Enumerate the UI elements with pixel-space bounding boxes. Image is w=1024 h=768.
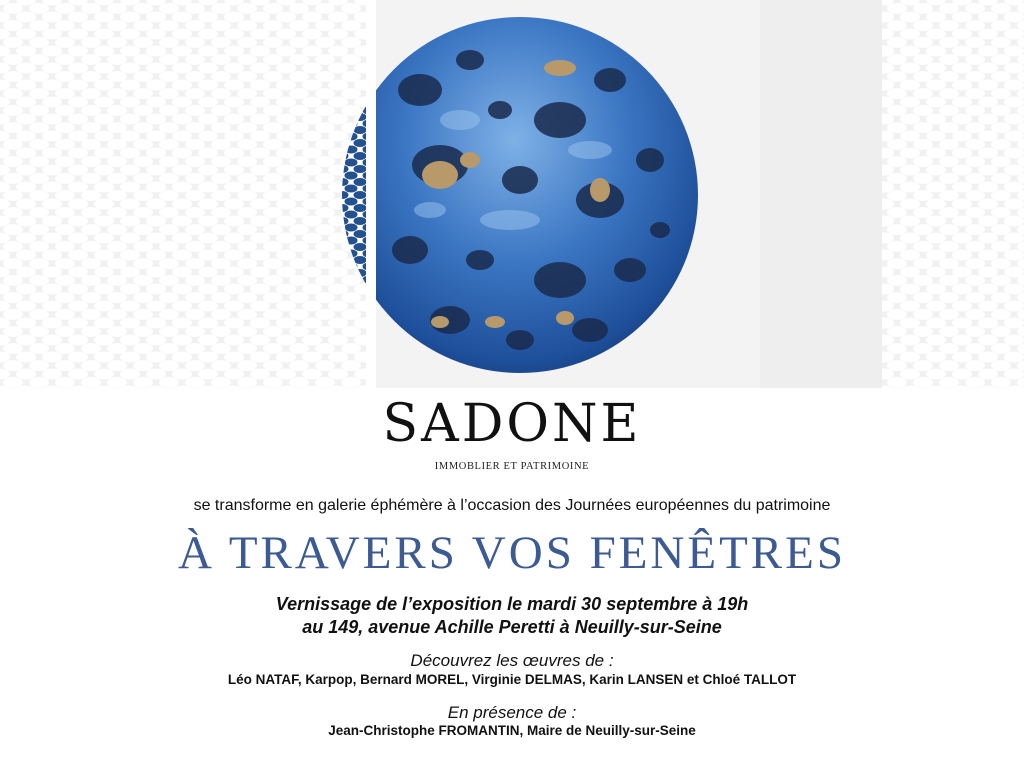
intro-text: se transforme en galerie éphémère à l’occasion des Journées européennes du patrimoine (193, 497, 831, 514)
vernissage-date: Vernissage de l’exposition le mardi 30 septembre à 19h (275, 594, 749, 614)
guest-name: Jean-Christophe FROMANTIN, Maire de Neuilly-sur-Seine (328, 723, 696, 738)
presence-label: En présence de : (447, 703, 577, 722)
vernissage-address: au 149, avenue Achille Peretti à Neuilly-sur-Seine (302, 617, 722, 637)
artists-list: Léo NATAF, Karpop, Bernard MOREL, Virginie DELMAS, Karin LANSEN et Chloé TALLOT (227, 672, 797, 687)
vernissage-info (0, 593, 1024, 639)
invitation-text (0, 388, 1024, 768)
brand-logo: SADONE (382, 394, 642, 454)
artists-label: Découvrez les œuvres de : (410, 651, 614, 670)
exhibition-title: À TRAVERS VOS FENÊTRES (177, 527, 846, 579)
brand-tagline: IMMOBLIER ET PATRIMOINE (434, 461, 590, 472)
